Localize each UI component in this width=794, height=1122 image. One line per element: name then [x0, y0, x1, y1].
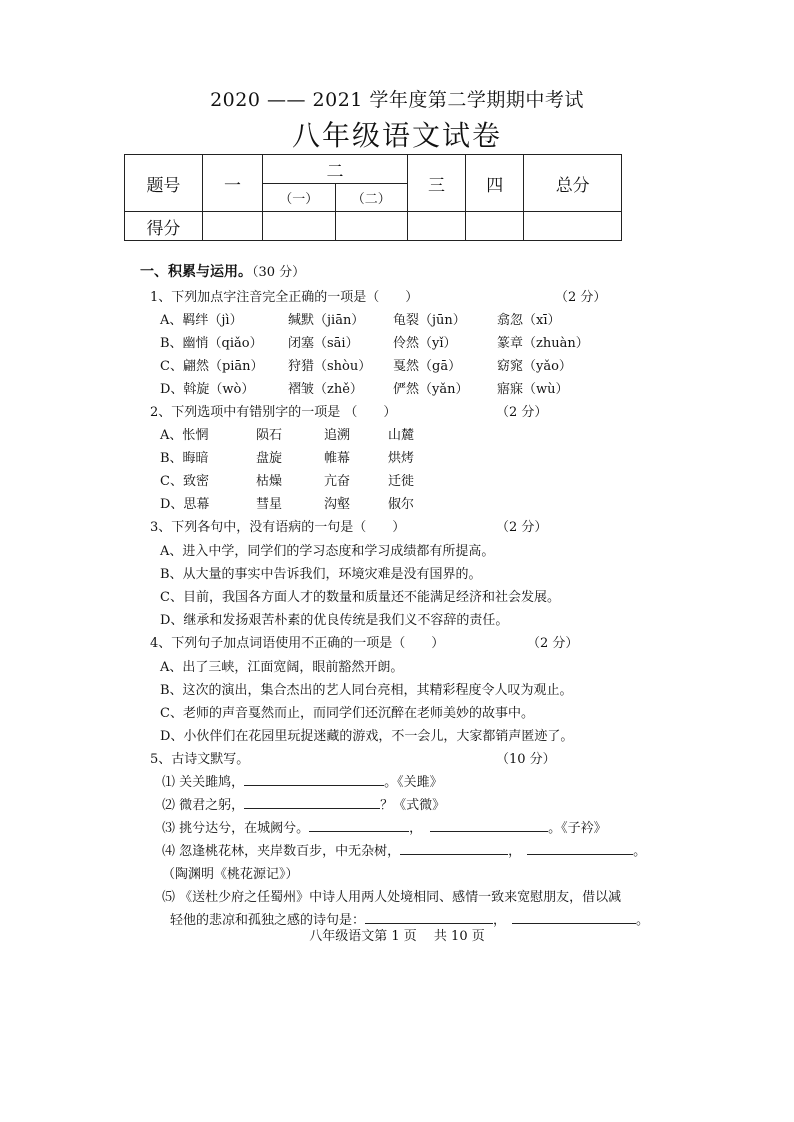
q3-option-d: D、继承和发扬艰苦朴素的优良传统是我们义不容辞的责任。	[160, 613, 509, 628]
score-table-col-2b: （二）	[335, 184, 407, 212]
q4-option-d: D、小伙伴们在花园里玩捉迷藏的游戏，不一会儿，大家都销声匿迹了。	[160, 729, 574, 744]
page-footer: 八年级语文第 1 页 共 10 页	[309, 929, 485, 944]
q5-item-5-comma: ，	[493, 913, 507, 928]
q1-option-c3: 戛然（gā）	[393, 359, 462, 374]
q2-option-c4: 迁徙	[388, 474, 415, 489]
exam-title-year: 2020 —— 2021 学年度第二学期期中考试	[210, 89, 584, 111]
q5-item-5-blank-1[interactable]	[365, 911, 493, 924]
q5-item-1-source: 。《关雎》	[384, 775, 443, 790]
q1-option-c1: C、翩然（piān）	[160, 359, 264, 374]
question-5-stem: 5、古诗文默写。	[150, 752, 250, 767]
q5-item-4-blank-2[interactable]	[527, 842, 633, 855]
q5-item-2	[162, 794, 445, 813]
q5-item-5-blank-2[interactable]	[512, 911, 636, 924]
q3-option-c: C、目前，我国各方面人才的数量和质量还不能满足经济和社会发展。	[160, 590, 560, 605]
question-2-stem: 2、下列选项中有错别字的一项是 （ ）	[150, 405, 397, 420]
q5-item-1-prefix: ⑴ 关关雎鸠，	[162, 775, 245, 790]
question-5-points: （10 分）	[496, 752, 556, 767]
question-3-stem: 3、下列各句中，没有语病的一句是（ ）	[150, 520, 406, 535]
q3-option-b: B、从大量的事实中告诉我们，环境灾难是没有国界的。	[160, 567, 482, 582]
q2-option-a3: 追溯	[324, 428, 351, 443]
q5-item-3-comma: ，	[409, 821, 423, 836]
score-cell-1[interactable]	[202, 212, 262, 241]
q5-item-1	[162, 771, 443, 790]
section-heading	[140, 261, 305, 281]
score-cell-total[interactable]	[524, 212, 622, 241]
q4-option-a: A、出了三峡，江面宽阔，眼前豁然开朗。	[160, 660, 404, 675]
score-table-col-total: 总分	[524, 155, 622, 212]
q5-item-4-blank-1[interactable]	[400, 842, 508, 855]
q2-option-c3: 亢奋	[324, 474, 351, 489]
score-table-col-1: 一	[202, 155, 262, 212]
q1-option-d4: 寤寐（wù）	[497, 382, 569, 397]
q1-option-a3: 龟裂（jūn）	[393, 313, 466, 328]
question-1-points: （2 分）	[555, 290, 607, 305]
q3-option-a: A、进入中学，同学们的学习态度和学习成绩都有所提高。	[160, 544, 495, 559]
q1-option-a2: 缄默（jiān）	[288, 313, 365, 328]
q1-option-b3: 伶然（yǐ）	[393, 336, 457, 351]
section-points: （30 分）	[252, 265, 306, 280]
q1-option-a1: A、羁绊（jì）	[160, 313, 243, 328]
q5-item-3-blank-2[interactable]	[430, 819, 548, 832]
q1-option-b4: 篆章（zhuàn）	[497, 336, 589, 351]
q5-item-2-prefix: ⑵ 微君之躬，	[162, 798, 245, 813]
score-cell-2a[interactable]	[263, 212, 335, 241]
q4-option-b: B、这次的演出，集合杰出的艺人同台亮相，其精彩程度令人叹为观止。	[160, 683, 573, 698]
question-1-stem: 1、下列加点字注音完全正确的一项是（ ）	[150, 290, 419, 305]
question-4-stem: 4、下列句子加点词语使用不正确的一项是（ ）	[150, 636, 445, 651]
q2-option-d3: 沟壑	[324, 497, 351, 512]
question-2-points: （2 分）	[496, 405, 548, 420]
q5-item-3-source: 。《子衿》	[548, 821, 607, 836]
q2-option-b4: 烘烤	[388, 451, 415, 466]
question-3-points: （2 分）	[496, 520, 548, 535]
q2-option-c1: C、致密	[160, 474, 209, 489]
q2-option-c2: 枯燥	[256, 474, 283, 489]
q5-item-2-source: ？《式微》	[380, 798, 446, 813]
score-cell-3[interactable]	[407, 212, 465, 241]
q1-option-d2: 褶皱（zhě）	[288, 382, 363, 397]
score-cell-2b[interactable]	[335, 212, 407, 241]
q1-option-c2: 狩猎（shòu）	[288, 359, 372, 374]
q1-option-a4: 翕忽（xī）	[497, 313, 561, 328]
q5-item-3-prefix: ⑶ 挑兮达兮，在城阙兮。	[162, 821, 310, 836]
q5-item-4-source: （陶渊明《桃花源记》）	[162, 867, 299, 882]
q5-item-4	[162, 840, 646, 859]
q1-option-b2: 闭塞（sāi）	[288, 336, 359, 351]
score-table-col-4: 四	[466, 155, 524, 212]
q2-option-a1: A、怅惘	[160, 428, 209, 443]
q2-option-a4: 山麓	[388, 428, 415, 443]
q2-option-b1: B、晦暗	[160, 451, 209, 466]
q5-item-4-prefix: ⑷ 忽逢桃花林，夹岸数百步，中无杂树，	[162, 844, 401, 859]
q2-option-d2: 彗星	[256, 497, 283, 512]
section-title: 一、积累与运用。	[140, 264, 252, 280]
q1-option-d3: 俨然（yǎn）	[393, 382, 469, 397]
exam-title-subject: 八年级语文试卷	[291, 119, 502, 152]
q1-option-b1: B、幽悄（qiǎo）	[160, 336, 263, 351]
score-table	[124, 154, 622, 241]
q2-option-d1: D、思幕	[160, 497, 210, 512]
q5-item-5-end: 。	[636, 913, 650, 928]
q4-option-c: C、老师的声音戛然而止，而同学们还沉醉在老师美妙的故事中。	[160, 706, 534, 721]
q5-item-4-end: 。	[633, 844, 647, 859]
score-table-header-label: 题号	[125, 155, 203, 212]
q5-item-1-blank[interactable]	[244, 773, 384, 786]
q1-option-d1: D、斡旋（wò）	[160, 382, 255, 397]
q5-item-4-comma: ，	[508, 844, 522, 859]
q2-option-b3: 帷幕	[324, 451, 351, 466]
q1-option-c4: 窈窕（yǎo）	[497, 359, 572, 374]
q5-item-5-line-1: ⑸ 《送杜少府之任蜀州》中诗人用两人处境相同、感情一致来宽慰朋友，借以减	[162, 890, 622, 905]
q5-item-3	[162, 817, 607, 836]
q5-item-3-blank-1[interactable]	[309, 819, 409, 832]
score-table-col-2a: （一）	[263, 184, 335, 212]
q2-option-b2: 盘旋	[256, 451, 283, 466]
score-table-score-label: 得分	[125, 212, 203, 241]
score-table-col-2: 二	[263, 155, 408, 184]
q5-item-2-blank[interactable]	[244, 796, 380, 809]
q2-option-d4: 俶尔	[388, 497, 415, 512]
question-4-points: （2 分）	[527, 636, 579, 651]
score-table-col-3: 三	[407, 155, 465, 212]
score-cell-4[interactable]	[466, 212, 524, 241]
q5-item-5-prefix: 轻他的悲凉和孤独之感的诗句是：	[170, 913, 366, 928]
q2-option-a2: 陨石	[256, 428, 283, 443]
